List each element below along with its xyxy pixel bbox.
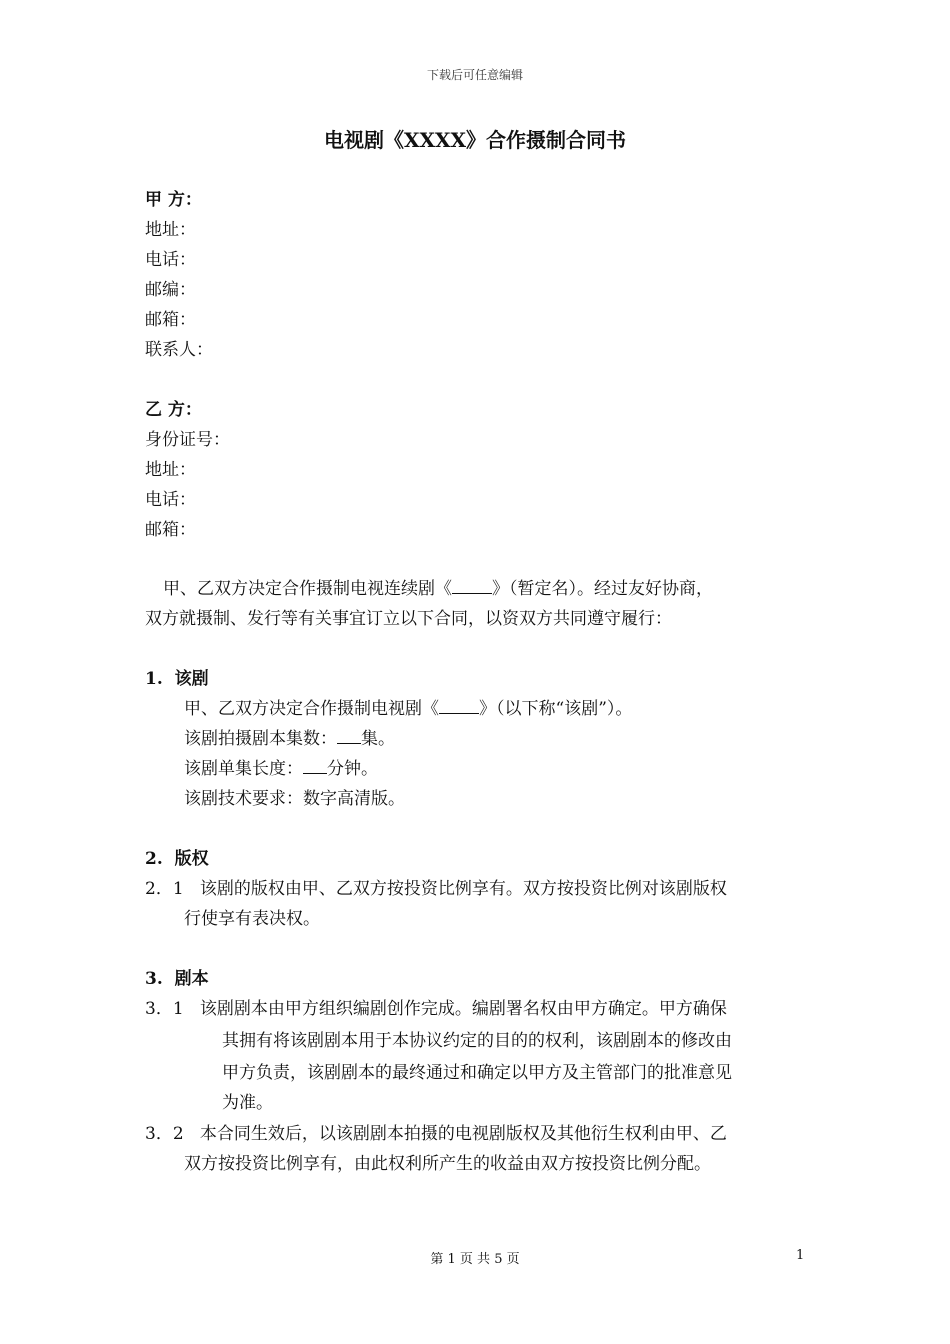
party-a-label: 甲 方：: [145, 190, 202, 210]
intro-line-1-end: 》（暂定名）。经过友好协商，: [492, 579, 713, 599]
section-1-line-1-end: 》（以下称“该剧”）。: [479, 699, 633, 719]
clause-3-1-line-2: 其拥有将该剧剧本用于本协议约定的目的的权利，该剧剧本的修改由: [222, 1031, 732, 1051]
intro-line-2: 双方就摄制、发行等有关事宜订立以下合同，以资双方共同遵守履行：: [145, 609, 672, 629]
party-a-email: 邮箱：: [145, 310, 196, 330]
section-3-heading: [145, 964, 209, 994]
drama-name-blank-2: [439, 695, 479, 714]
clause-3-1-line-3: 甲方负责，该剧剧本的最终通过和确定以甲方及主管部门的批准意见: [222, 1063, 732, 1083]
clause-3-1-line-1: [145, 994, 727, 1024]
section-1-number: 1.: [145, 669, 163, 689]
intro-line-1-start: 甲、乙双方决定合作摄制电视连续剧《: [163, 579, 452, 599]
section-1-line-2: [184, 724, 395, 754]
section-1-title: 该剧: [174, 669, 209, 689]
section-1-line-1: [184, 694, 632, 724]
section-2-number: 2.: [145, 849, 163, 869]
party-a-contact: 联系人：: [145, 340, 213, 360]
clause-3-2-number: 3．2: [145, 1124, 184, 1144]
intro-line-1: [163, 574, 713, 604]
episode-length-blank: [303, 755, 327, 774]
clause-2-1-number: 2．1: [145, 879, 184, 899]
party-b-phone: 电话：: [145, 490, 196, 510]
section-1-line-1-start: 甲、乙双方决定合作摄制电视剧《: [184, 699, 439, 719]
party-a-postcode: 邮编：: [145, 280, 196, 300]
clause-3-2-line-2: 双方按投资比例享有，由此权利所产生的收益由双方按投资比例分配。: [184, 1154, 711, 1174]
page-indicator: 第 1 页 共 5 页: [430, 1252, 520, 1267]
episode-count-label: 该剧拍摄剧本集数：: [184, 729, 337, 749]
section-1-line-3: [184, 754, 378, 784]
drama-name-blank: [452, 575, 492, 594]
section-3-number: 3.: [145, 969, 163, 989]
party-b-address: 地址：: [145, 460, 196, 480]
clause-3-1-number: 3．1: [145, 999, 184, 1019]
section-1-line-4: 该剧技术要求：数字高清版。: [184, 789, 405, 809]
section-2-title: 版权: [174, 849, 209, 869]
clause-2-1-line-1: [145, 874, 727, 904]
party-a-phone: 电话：: [145, 250, 196, 270]
party-b-id-number: 身份证号：: [145, 430, 230, 450]
party-b-label: 乙 方：: [145, 400, 202, 420]
clause-2-1-text-1: 该剧的版权由甲、乙双方按投资比例享有。双方按投资比例对该剧版权: [199, 879, 727, 899]
episode-count-unit: 集。: [361, 729, 395, 749]
section-2-heading: [145, 844, 209, 874]
episode-length-unit: 分钟。: [327, 759, 378, 779]
clause-3-2-text-1: 本合同生效后，以该剧剧本拍摄的电视剧版权及其他衍生权利由甲、乙: [199, 1124, 727, 1144]
section-1-heading: [145, 664, 209, 694]
clause-2-1-line-2: 行使享有表决权。: [184, 909, 320, 929]
header-note: 下载后可任意编辑: [426, 68, 523, 82]
party-a-address: 地址：: [145, 220, 196, 240]
clause-3-2-line-1: [145, 1119, 727, 1149]
episode-count-blank: [337, 725, 361, 744]
document-title: 电视剧《XXXX》合作摄制合同书: [323, 128, 627, 152]
section-3-title: 剧本: [174, 969, 209, 989]
clause-3-1-text-1: 该剧剧本由甲方组织编剧创作完成。编剧署名权由甲方确定。甲方确保: [199, 999, 727, 1019]
clause-3-1-line-4: 为准。: [222, 1093, 273, 1113]
page-number: 1: [796, 1248, 805, 1263]
party-b-email: 邮箱：: [145, 520, 196, 540]
episode-length-label: 该剧单集长度：: [184, 759, 303, 779]
